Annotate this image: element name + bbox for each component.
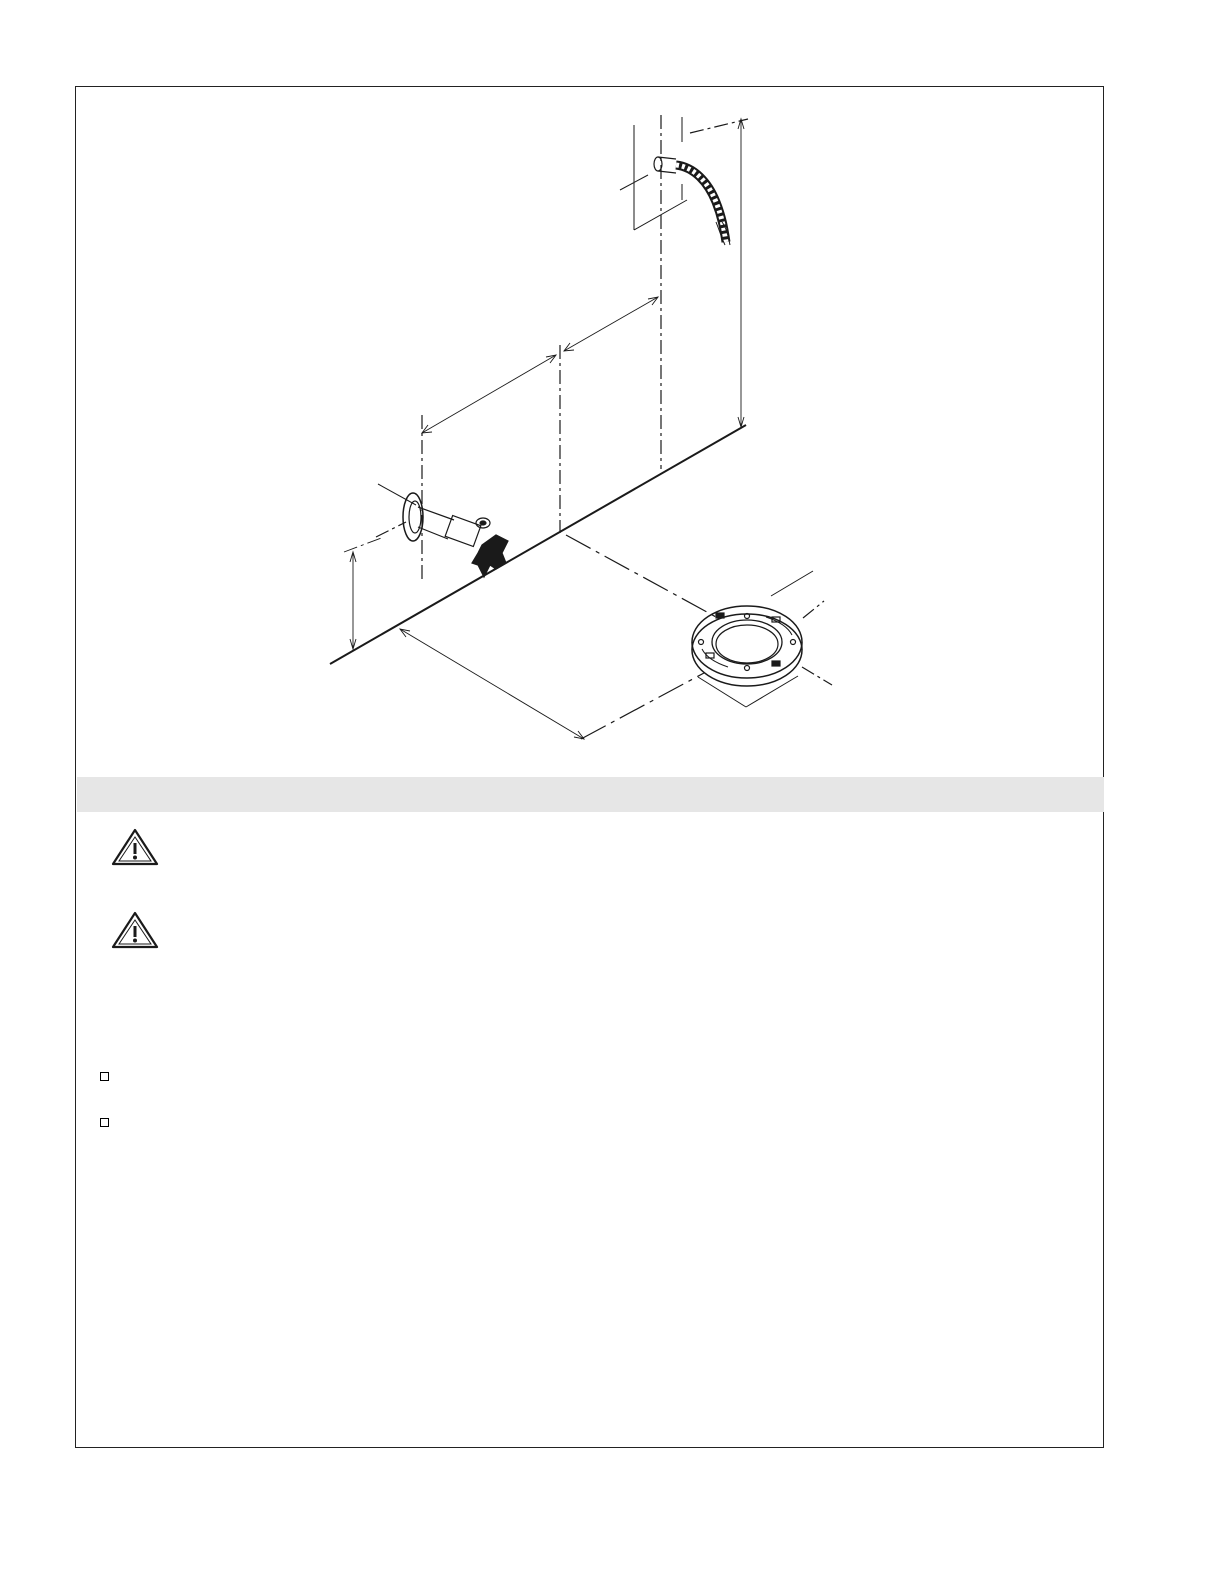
dimension-upper: [422, 297, 658, 433]
warning-triangle-icon: [110, 827, 160, 867]
vertical-dimension-right: [690, 119, 748, 427]
section-header-band: [77, 777, 1104, 812]
floor-line: [330, 425, 746, 664]
outlet-hose: [654, 157, 730, 245]
warning-triangle-icon: [110, 910, 160, 950]
warning-block-2: [110, 910, 160, 950]
roughing-in-diagram: [76, 87, 1105, 777]
dimension-lower: [400, 629, 584, 739]
supply-valve: [376, 484, 508, 577]
checkbox-square-icon[interactable]: [100, 1118, 109, 1127]
page-frame: [75, 86, 1104, 1448]
floor-flange: [692, 606, 802, 686]
checkbox-square-icon[interactable]: [100, 1072, 109, 1081]
vertical-dimension-left: [344, 537, 384, 649]
warning-block-1: [110, 827, 160, 867]
